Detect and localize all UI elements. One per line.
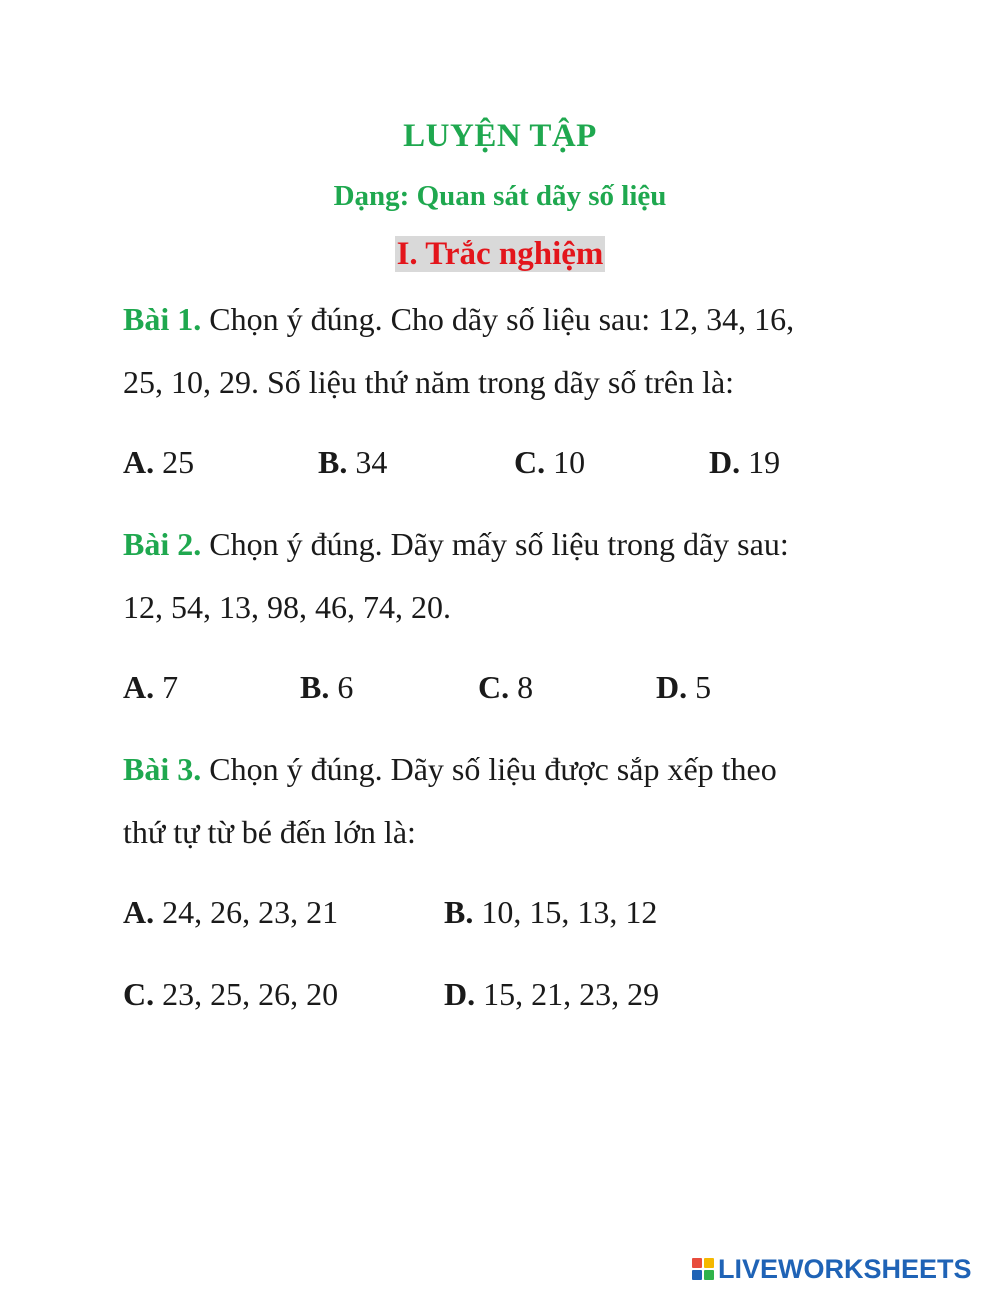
liveworksheets-brand[interactable] (692, 1252, 972, 1286)
question-2-option-b[interactable] (300, 669, 353, 706)
question-2-text-1: Chọn ý đúng. Dãy mấy số liệu trong dãy sau: (201, 526, 789, 562)
question-2-line-1 (123, 526, 789, 563)
option-text: 15, 21, 23, 29 (475, 976, 660, 1012)
option-text: 6 (329, 669, 354, 705)
option-letter: D. (444, 976, 476, 1012)
option-letter: A. (123, 894, 155, 930)
question-3-line-2 (123, 814, 416, 851)
question-3-line-1 (123, 751, 777, 788)
question-1-option-c[interactable] (514, 444, 585, 481)
option-letter: C. (514, 444, 546, 480)
option-letter: B. (300, 669, 330, 705)
question-3-text-2: thứ tự từ bé đến lớn là: (123, 814, 416, 850)
option-letter: B. (444, 894, 474, 930)
question-3-option-b[interactable] (444, 894, 657, 931)
question-2-option-a[interactable] (123, 669, 178, 706)
section-heading (0, 236, 1000, 273)
question-1-option-b[interactable] (318, 444, 387, 481)
question-1-text-2: 25, 10, 29. Số liệu thứ năm trong dãy số trên là: (123, 364, 735, 400)
question-3-option-a[interactable] (123, 894, 338, 931)
question-1-line-2 (123, 364, 734, 401)
option-text: 10 (545, 444, 586, 480)
question-1-label: Bài 1. (123, 301, 202, 337)
page-title: LUYỆN TẬP (403, 118, 597, 154)
option-text: 19 (740, 444, 781, 480)
question-3-text-1: Chọn ý đúng. Dãy số liệu được sắp xếp theo (201, 751, 777, 787)
option-text: 5 (687, 669, 712, 705)
option-letter: D. (656, 669, 688, 705)
question-3-option-d[interactable] (444, 976, 659, 1013)
logo-cell-icon (692, 1270, 702, 1280)
liveworksheets-logo-icon (692, 1258, 714, 1280)
brand-name: LIVEWORKSHEETS (718, 1253, 972, 1284)
logo-cell-icon (704, 1270, 714, 1280)
option-text: 23, 25, 26, 20 (154, 976, 339, 1012)
question-2-line-2 (123, 589, 451, 626)
question-3-label: Bài 3. (123, 751, 202, 787)
option-letter: B. (318, 444, 348, 480)
question-2-option-d[interactable] (656, 669, 711, 706)
option-text: 25 (154, 444, 195, 480)
page-subtitle: Dạng: Quan sát dãy số liệu (333, 180, 667, 212)
question-1-option-d[interactable] (709, 444, 780, 481)
option-text: 8 (509, 669, 534, 705)
section-heading-text: I. Trắc nghiệm (396, 236, 604, 272)
option-letter: D. (709, 444, 741, 480)
logo-cell-icon (704, 1258, 714, 1268)
option-text: 10, 15, 13, 12 (473, 894, 658, 930)
question-1-line-1 (123, 301, 794, 338)
option-letter: C. (123, 976, 155, 1012)
question-1-text-1: Chọn ý đúng. Cho dãy số liệu sau: 12, 34, 16, (201, 301, 795, 337)
option-text: 34 (347, 444, 388, 480)
question-3-option-c[interactable] (123, 976, 338, 1013)
question-2-option-c[interactable] (478, 669, 533, 706)
logo-cell-icon (692, 1258, 702, 1268)
option-letter: C. (478, 669, 510, 705)
question-2-text-2: 12, 54, 13, 98, 46, 74, 20. (123, 589, 451, 625)
question-2-label: Bài 2. (123, 526, 202, 562)
question-1-option-a[interactable] (123, 444, 194, 481)
option-text: 24, 26, 23, 21 (154, 894, 339, 930)
option-text: 7 (154, 669, 179, 705)
option-letter: A. (123, 444, 155, 480)
option-letter: A. (123, 669, 155, 705)
